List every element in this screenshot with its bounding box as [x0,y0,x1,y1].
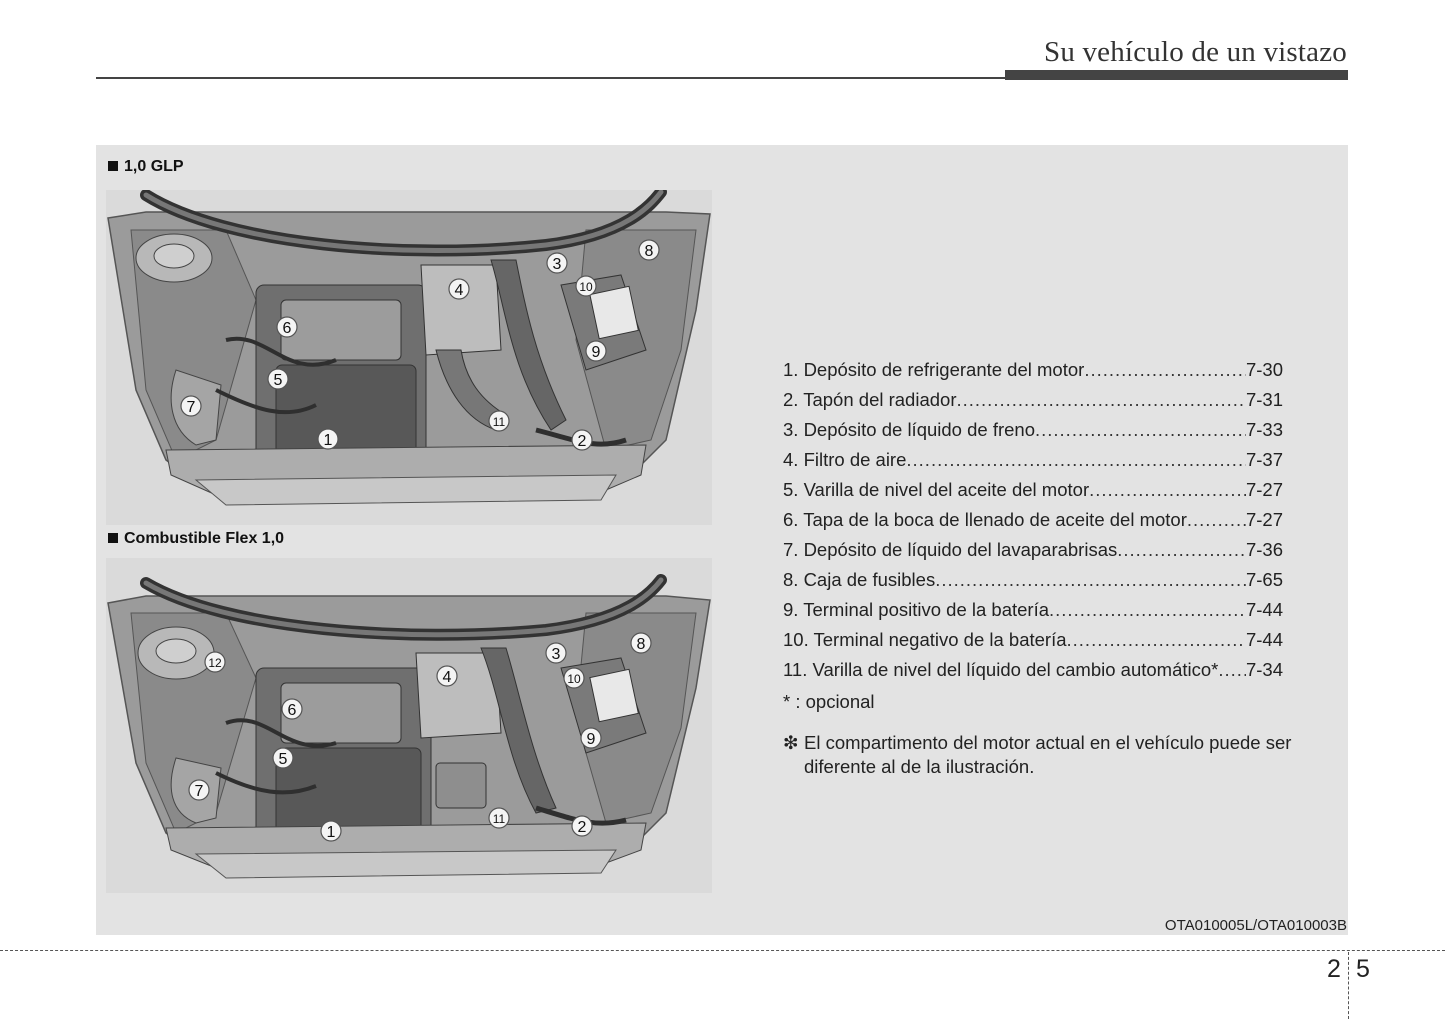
svg-text:3: 3 [551,646,561,663]
callout-9-top [586,341,606,361]
svg-text:1: 1 [323,432,333,449]
header-rule [96,77,1006,79]
svg-text:8: 8 [636,636,646,653]
engine-illustration-flex [106,558,712,893]
list-item: 5. Varilla de nivel del aceite del motor ..... 7-27 [783,475,1283,505]
header-tab-bar [1005,70,1348,80]
note-symbol-icon: ❇ [783,732,799,753]
list-item: 2. Tapón del radiador ..... 7-31 [783,385,1283,415]
section-label-glp-text: 1,0 GLP [124,158,184,175]
chapter-number: 2 [1327,955,1341,983]
svg-text:1: 1 [326,824,336,841]
svg-text:12: 12 [208,656,222,670]
svg-text:11: 11 [492,415,506,429]
list-item: 10. Terminal negativo de la batería ..... 7-44 [783,625,1283,655]
callout-4-top [449,279,469,299]
callout-7-top [181,396,201,416]
page-header-title: Su vehículo de un vistazo [1043,36,1347,68]
list-item: 11. Varilla de nivel del líquido del cambio automático* ..... 7-34 [783,655,1283,685]
section-label-flex [108,530,284,548]
callout-5-top [268,369,288,389]
svg-text:10: 10 [579,280,593,294]
bullet-square-icon [108,533,118,543]
callout-1-bottom [321,821,341,841]
svg-text:7: 7 [186,399,196,416]
callout-11-bottom [489,808,509,828]
callout-1-top [318,429,338,449]
svg-text:4: 4 [442,669,452,686]
svg-text:5: 5 [273,372,283,389]
svg-text:2: 2 [577,433,587,450]
callout-4-bottom [437,666,457,686]
list-item: 3. Depósito de líquido de freno ..... 7-33 [783,415,1283,445]
svg-text:10: 10 [567,672,581,686]
section-label-flex-text: Combustible Flex 1,0 [124,530,285,547]
page-number-divider [1348,952,1349,1019]
svg-text:3: 3 [552,256,562,273]
footer-dashed-rule [0,950,1445,951]
svg-text:6: 6 [282,320,292,337]
note-text: El compartimento del motor actual en el vehículo puede ser diferente al de la ilustración. [804,732,1292,777]
component-list [783,355,1283,717]
illustration-note [783,731,1303,779]
section-label-glp [108,158,184,176]
list-item: 4. Filtro de aire ..... 7-37 [783,445,1283,475]
svg-text:7: 7 [194,783,204,800]
list-item: 8. Caja de fusibles ..... 7-65 [783,565,1283,595]
svg-text:8: 8 [644,243,654,260]
callout-10-bottom [564,668,584,688]
svg-text:11: 11 [492,812,506,826]
callout-9-bottom [581,728,601,748]
svg-text:6: 6 [287,702,297,719]
callout-6-bottom [282,699,302,719]
callout-8-bottom [631,633,651,653]
page-number: 5 [1356,955,1370,983]
callout-10-top [576,276,596,296]
list-item: 9. Terminal positivo de la batería ..... 7-44 [783,595,1283,625]
list-item: 1. Depósito de refrigerante del motor ..... 7-30 [783,355,1283,385]
callout-2-bottom [572,816,592,836]
callout-11-top [489,411,509,431]
engine-bay-drawing-glp [106,190,712,525]
engine-illustration-glp [106,190,712,525]
list-item: 7. Depósito de líquido del lavaparabrisas ..... 7-36 [783,535,1283,565]
engine-bay-drawing-flex [106,558,712,893]
callout-6-top [277,317,297,337]
callout-2-top [572,430,592,450]
svg-text:9: 9 [591,344,601,361]
list-item: 6. Tapa de la boca de llenado de aceite del motor ..... 7-27 [783,505,1283,535]
callout-5-bottom [273,748,293,768]
callout-8-top [639,240,659,260]
svg-text:4: 4 [454,282,464,299]
callout-7-bottom [189,780,209,800]
bullet-square-icon [108,161,118,171]
callout-12-bottom [205,652,225,672]
callout-3-top [547,253,567,273]
svg-text:9: 9 [586,731,596,748]
optional-footnote: * : opcional [783,691,875,712]
callout-3-bottom [546,643,566,663]
svg-text:2: 2 [577,819,587,836]
svg-text:5: 5 [278,751,288,768]
figure-code: OTA010005L/OTA010003B [1164,917,1347,934]
